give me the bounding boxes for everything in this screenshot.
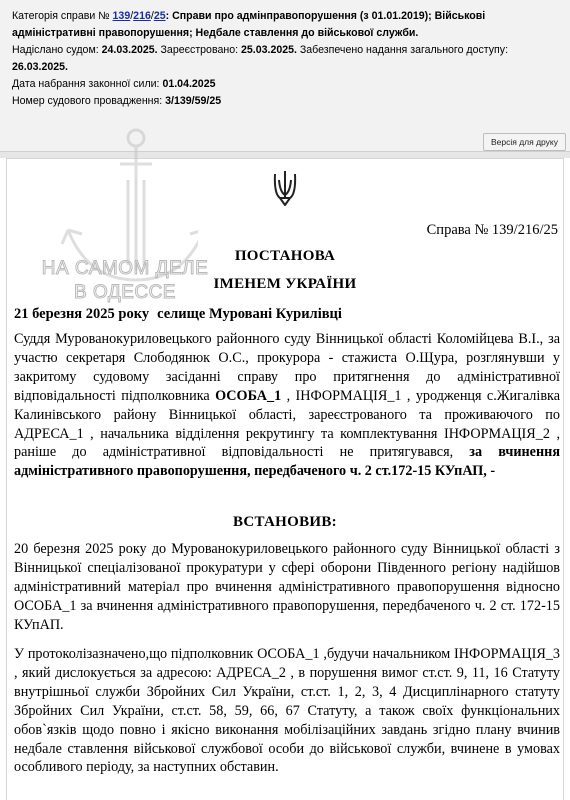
established-heading: ВСТАНОВИВ: — [233, 514, 337, 530]
case-link-part-2[interactable]: 216 — [133, 10, 151, 22]
case-category: Категорія справи № 139/216/25: Справи про адмінправопорушення (з 01.01.2019); Військові адміністративні правопорушення; Недбале ставлення до військової служби. — [12, 10, 486, 39]
proceeding-line — [12, 93, 558, 110]
sent-date: 24.03.2025. — [101, 44, 158, 56]
decision-date: 21 березня 2025 року — [14, 306, 150, 322]
force-label: Дата набрання законної сили: — [12, 78, 163, 90]
p1-text: Суддя Мурованокуриловецького районного суду Вінницької області Коломійцева В.І., за участю секретаря Слободянюк О.С., прокурора - стажиста О.Щура, розглянувши у закритому судовому засіданні справу про притягнення до адміністративної відповідальності підполковника — [14, 331, 560, 404]
category-text: : Справи про адмінправопорушення (з 01.01.2019); Військові адміністративні правопорушення; Недбале ставлення до військової служби. — [12, 10, 486, 39]
paragraph-3: У протоколізазначено,що підполковник ОСОБА_1 ,будучи начальником ІНФОРМАЦІЯ_3 , який дислокується за адресою: АДРЕСА_2 , в порушення вимог ст.ст. 9, 11, 16 Статуту внутрішньої служби Збройних Сил України, ст.ст. 1, 2, 3, 4 Дисциплінарного статуту Збройних Сил України, ст.ст. 58, 59, 66, 67 Статуту, а також своїх функціональних обов`язків щодо повно і якісно виконання мобілізаційних завдань згідно плану вчинив недбале ставлення військової службової особи до військової служби, вчинене в умовах особливого періоду, за наступних обставин. — [14, 646, 560, 776]
proceeding-label: Номер судового провадження: — [12, 95, 166, 107]
p1-person: ОСОБА_1 — [215, 387, 282, 404]
force-date: 01.04.2025 — [162, 78, 216, 90]
case-link-part-1[interactable]: 139 — [112, 10, 131, 22]
access-date: 26.03.2025. — [12, 61, 68, 73]
sent-label: Надіслано судом: — [12, 44, 102, 56]
document-subtitle: ІМЕНЕМ УКРАЇНИ — [213, 276, 357, 292]
document-title: ПОСТАНОВА — [234, 248, 336, 264]
paragraph-2: 20 березня 2025 року до Мурованокуриловецького районного суду Вінницької області з Вінницької спеціалізованої прокуратури у сфері оборони Південного регіону надійшов адміністративний матеріал про вчинення адміністративного правопорушення відносно ОСОБА_1 за вчинення адміністративного правопорушення, передбаченого ч. 2 ст. 172-15 КУпАП. — [14, 541, 560, 633]
decision-place: селище Муровані Курилівці — [157, 306, 342, 322]
watermark-line-2: В ОДЕССЕ — [74, 282, 176, 303]
print-version-button[interactable]: Версія для друку — [483, 133, 566, 151]
registered-date: 25.03.2025. — [240, 44, 297, 56]
ukraine-trident-emblem-icon — [270, 168, 300, 208]
force-date-line — [12, 76, 558, 93]
watermark-line-1: НА САМОМ ДЕЛЕ — [41, 258, 209, 279]
paragraph-1 — [14, 330, 560, 481]
registered-label: Зареєстровано: — [157, 44, 241, 56]
date-place-line — [14, 306, 350, 323]
case-link-part-3[interactable]: 25 — [153, 10, 166, 22]
dates-line — [12, 42, 558, 76]
category-label: Категорія справи № — [12, 10, 113, 22]
case-number: Справа № 139/216/25 — [426, 222, 558, 238]
p1-charge: за вчинення адміністративного правопорушення, передбаченого ч. 2 ст.172-15 КУпАП, - — [14, 444, 560, 480]
access-label: Забезпечено надання загального доступу: — [296, 44, 509, 56]
p1-text-2: , ІНФОРМАЦІЯ_1 , уродженця с.Жигалівка Калинівського району Вінницької області, зареєстрованого та проживаючого по АДРЕСА_1 , начальника відділення рекрутингу та комплектування ІНФОРМАЦІЯ_2 , раніше до адміністративної відповідальності не притягувався, — [14, 387, 561, 461]
proceeding-number: 3/139/59/25 — [165, 95, 222, 107]
